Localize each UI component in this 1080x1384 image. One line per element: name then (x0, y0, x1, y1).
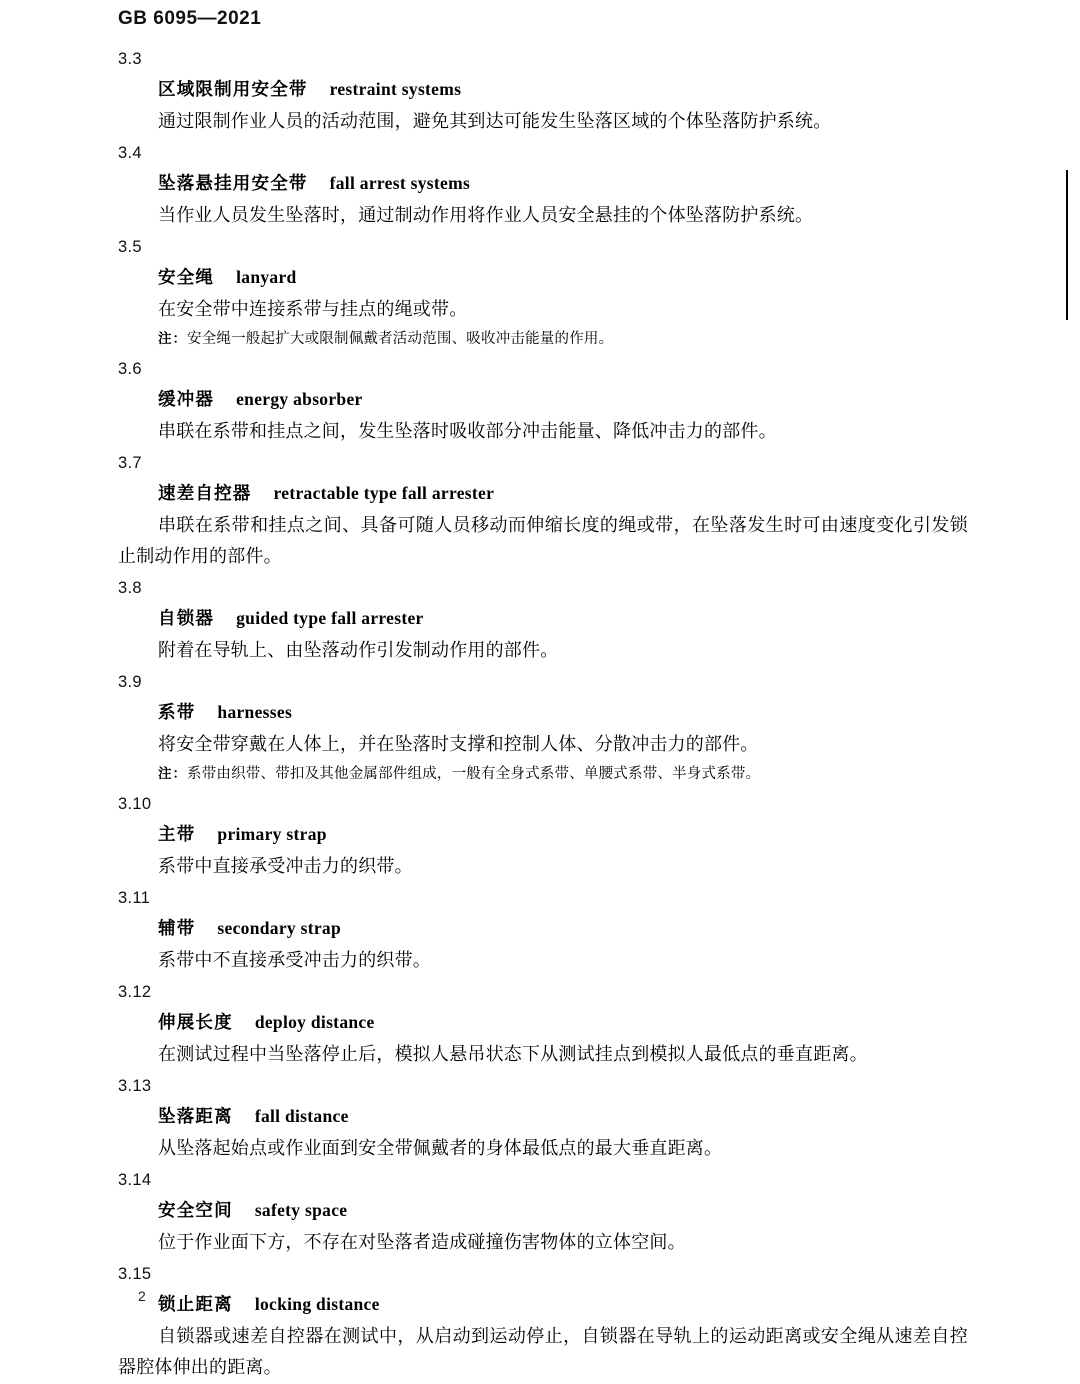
note-label: 注： (158, 331, 187, 346)
clause-definition: 串联在系带和挂点之间，发生坠落时吸收部分冲击能量、降低冲击力的部件。 (158, 421, 777, 441)
term-chinese: 伸展长度 (158, 1012, 233, 1032)
clause-definition: 将安全带穿戴在人体上，并在坠落时支撑和控制人体、分散冲击力的部件。 (158, 734, 759, 754)
clause-definition: 系带中直接承受冲击力的织带。 (158, 856, 413, 876)
clause-definition: 当作业人员发生坠落时，通过制动作用将作业人员安全悬挂的个体坠落防护系统。 (158, 205, 814, 225)
clause-number: 3.5 (118, 238, 142, 256)
clause-item (118, 138, 968, 231)
clause-term (158, 1101, 968, 1133)
clause-definition: 从坠落起始点或作业面到安全带佩戴者的身体最低点的最大垂直距离。 (158, 1138, 723, 1158)
note-label: 注： (158, 766, 187, 781)
term-chinese: 锁止距离 (158, 1294, 233, 1314)
clause-term (158, 819, 968, 851)
clause-term (158, 913, 968, 945)
term-english: fall arrest systems (329, 173, 471, 193)
term-chinese: 坠落悬挂用安全带 (158, 173, 308, 193)
term-chinese: 坠落距离 (158, 1106, 233, 1126)
clause-number: 3.15 (118, 1265, 152, 1283)
clause-term (158, 384, 968, 416)
clause-number: 3.7 (118, 454, 142, 472)
clause-item (118, 1165, 968, 1258)
clause-term (158, 168, 968, 200)
clause-item (118, 1071, 968, 1164)
clause-term (158, 1195, 968, 1227)
clause-number: 3.12 (118, 983, 152, 1001)
clause-number: 3.13 (118, 1077, 152, 1095)
note-text: 系带由织带、带扣及其他金属部件组成，一般有全身式系带、单腰式系带、半身式系带。 (187, 766, 761, 782)
term-chinese: 安全空间 (158, 1200, 233, 1220)
term-chinese: 安全绳 (158, 267, 215, 287)
clause-term (158, 1007, 968, 1039)
clause-term (158, 262, 968, 294)
clause-definition: 在测试过程中当坠落停止后，模拟人悬吊状态下从测试挂点到模拟人最低点的垂直距离。 (158, 1044, 868, 1064)
clause-term (158, 478, 968, 510)
clause-list (118, 44, 968, 1384)
clause-number: 3.11 (118, 889, 151, 907)
clause-term (158, 697, 968, 729)
note-text: 安全绳一般起扩大或限制佩戴者活动范围、吸收冲击能量的作用。 (187, 331, 614, 347)
term-chinese: 辅带 (158, 918, 196, 938)
term-english: secondary strap (217, 918, 341, 938)
clause-item (118, 573, 968, 666)
side-rule-decoration (1066, 170, 1068, 320)
term-english: locking distance (254, 1294, 380, 1314)
term-chinese: 主带 (158, 824, 196, 844)
term-chinese: 系带 (158, 702, 196, 722)
clause-item (118, 232, 968, 353)
clause-definition: 在安全带中连接系带与挂点的绳或带。 (158, 299, 468, 319)
term-english: energy absorber (236, 389, 363, 409)
clause-number: 3.14 (118, 1171, 152, 1189)
term-chinese: 速差自控器 (158, 483, 252, 503)
clause-definition: 系带中不直接承受冲击力的织带。 (158, 950, 431, 970)
term-english: safety space (254, 1200, 348, 1220)
clause-number: 3.10 (118, 795, 152, 813)
clause-item (118, 448, 968, 572)
clause-term (158, 74, 968, 106)
term-english: harnesses (217, 702, 293, 722)
term-chinese: 自锁器 (158, 608, 215, 628)
clause-definition: 通过限制作业人员的活动范围，避免其到达可能发生坠落区域的个体坠落防护系统。 (158, 111, 832, 131)
term-chinese: 区域限制用安全带 (158, 79, 308, 99)
clause-note (158, 325, 968, 353)
clause-term (158, 1289, 968, 1321)
clause-definition: 附着在导轨上、由坠落动作引发制动作用的部件。 (158, 640, 559, 660)
clause-item (118, 977, 968, 1070)
clause-number: 3.9 (118, 673, 142, 691)
clause-definition: 串联在系带和挂点之间、具备可随人员移动而伸缩长度的绳或带，在坠落发生时可由速度变化引发锁止制动作用的部件。 (118, 515, 968, 566)
clause-item (118, 789, 968, 882)
term-english: deploy distance (254, 1012, 375, 1032)
clause-item (118, 1259, 968, 1383)
term-english: lanyard (236, 267, 297, 287)
term-english: primary strap (217, 824, 327, 844)
clause-item (118, 44, 968, 137)
clause-number: 3.6 (118, 360, 142, 378)
term-english: fall distance (254, 1106, 349, 1126)
term-english: guided type fall arrester (236, 608, 424, 628)
clause-number: 3.4 (118, 144, 142, 162)
page-header: GB 6095—2021 (118, 8, 262, 29)
clause-term (158, 603, 968, 635)
clause-item (118, 667, 968, 788)
term-chinese: 缓冲器 (158, 389, 215, 409)
clause-definition: 自锁器或速差自控器在测试中，从启动到运动停止，自锁器在导轨上的运动距离或安全绳从速差自控器腔体伸出的距离。 (118, 1326, 968, 1377)
clause-number: 3.8 (118, 579, 142, 597)
clause-number: 3.3 (118, 50, 142, 68)
clause-item (118, 883, 968, 976)
clause-note (158, 760, 968, 788)
clause-definition: 位于作业面下方，不存在对坠落者造成碰撞伤害物体的立体空间。 (158, 1232, 686, 1252)
term-english: retractable type fall arrester (273, 483, 495, 503)
term-english: restraint systems (329, 79, 462, 99)
page-number: 2 (138, 1288, 146, 1304)
clause-item (118, 354, 968, 447)
